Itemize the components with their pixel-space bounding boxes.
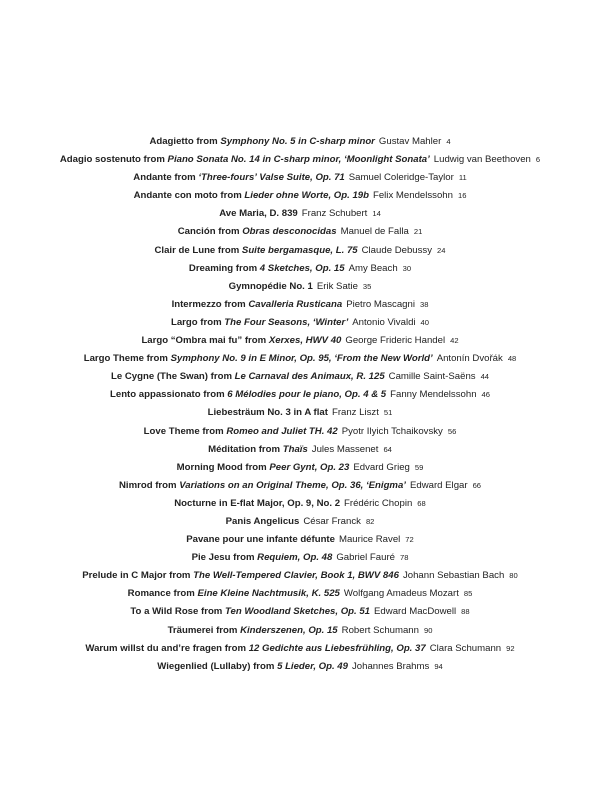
entry-title: Love Theme from [143, 425, 227, 437]
entry-composer: Johann Sebastian Bach [402, 570, 505, 582]
toc-entry [0, 640, 600, 658]
entry-title: Andante from [133, 172, 199, 184]
entry-page-number: 90 [423, 625, 433, 635]
entry-page-number: 56 [447, 426, 457, 436]
entry-composer: Antonio Vivaldi [352, 316, 416, 328]
entry-composer: Claude Debussy [361, 244, 433, 256]
entry-work-title: Ten Woodland Sketches, Op. 51 [225, 606, 371, 618]
entry-composer: George Frideric Handel [345, 335, 446, 347]
entry-page-number: 38 [419, 299, 429, 309]
entry-work-title: Piano Sonata No. 14 in C-sharp minor, ‘Moonlight Sonata’ [167, 154, 430, 166]
entry-composer: Samuel Coleridge-Taylor [348, 172, 454, 184]
toc-entry [0, 368, 600, 386]
entry-title: Morning Mood from [176, 461, 270, 473]
entry-composer: Maurice Ravel [338, 534, 401, 546]
entry-title: Largo from [170, 316, 225, 328]
entry-work-title: 5 Lieder, Op. 49 [277, 660, 348, 672]
entry-page-number: 24 [437, 245, 446, 255]
entry-work-title: Romeo and Juliet TH. 42 [226, 425, 338, 437]
entry-work-title: 6 Mélodies pour le piano, Op. 4 & 5 [227, 389, 387, 401]
toc-entry [0, 495, 600, 513]
entry-page-number: 59 [414, 462, 424, 472]
entry-composer: Jules Massenet [311, 443, 379, 455]
entry-composer: Felix Mendelssohn [372, 190, 453, 202]
entry-page-number: 44 [480, 372, 490, 382]
entry-title: Wiegenlied (Lullaby) from [157, 660, 278, 672]
entry-page-number: 30 [402, 263, 412, 273]
toc-entry [0, 169, 600, 187]
entry-work-title: Suite bergamasque, L. 75 [241, 244, 358, 256]
entry-title: Nimrod from [118, 479, 180, 491]
entry-work-title: Le Carnaval des Animaux, R. 125 [234, 371, 385, 383]
entry-page-number: 66 [472, 480, 482, 490]
entry-composer: Edward MacDowell [374, 606, 457, 618]
entry-work-title: Cavalleria Rusticana [248, 298, 343, 310]
entry-work-title: Xerxes, HWV 40 [268, 335, 342, 347]
entry-page-number: 85 [463, 589, 473, 599]
entry-page-number: 88 [461, 607, 470, 617]
entry-work-title: Kinderszenen, Op. 15 [240, 624, 338, 636]
entry-work-title: Variations on an Original Theme, Op. 36, ‘Enigma’ [179, 479, 406, 491]
entry-work-title: Lieder ohne Worte, Op. 19b [244, 190, 369, 202]
entry-page-number: 40 [420, 317, 429, 327]
entry-title: Clair de Lune from [154, 244, 242, 256]
toc-entry [0, 603, 600, 621]
entry-composer: Amy Beach [348, 262, 398, 274]
entry-page-number: 46 [481, 390, 490, 400]
toc-entry [0, 350, 600, 368]
toc-entry [0, 332, 600, 350]
entry-work-title: Thaïs [282, 443, 308, 455]
toc-entry [0, 477, 600, 495]
entry-page-number: 94 [434, 661, 443, 671]
entry-composer: Pietro Mascagni [346, 298, 415, 310]
toc-entry [0, 296, 600, 314]
entry-page-number: 68 [417, 498, 426, 508]
entry-title: Träumerei from [167, 624, 241, 636]
entry-composer: Wolfgang Amadeus Mozart [343, 588, 459, 600]
toc-entry [0, 404, 600, 422]
entry-page-number: 11 [458, 173, 467, 183]
entry-page-number: 82 [365, 516, 375, 526]
toc-entry [0, 549, 600, 567]
entry-composer: Ludwig van Beethoven [433, 154, 531, 166]
entry-work-title: Symphony No. 5 in C-sharp minor [220, 136, 375, 147]
toc-entry [0, 531, 600, 549]
entry-title: Pie Jesu from [191, 552, 258, 564]
entry-title: Adagietto from [149, 136, 221, 147]
entry-work-title: ‘Three-fours’ Valse Suite, Op. 71 [198, 172, 345, 184]
toc-entry [0, 205, 600, 223]
entry-title: Ave Maria, D. 839 [219, 208, 298, 220]
table-of-contents [0, 133, 600, 676]
entry-title: To a Wild Rose from [130, 606, 226, 618]
entry-composer: César Franck [303, 515, 361, 527]
entry-title: Prelude in C Major from [82, 570, 194, 582]
entry-page-number: 78 [399, 553, 409, 563]
toc-entry [0, 386, 600, 404]
entry-work-title: 4 Sketches, Op. 15 [259, 262, 345, 274]
entry-composer: Erik Satie [316, 280, 358, 292]
entry-work-title: The Well-Tempered Clavier, Book 1, BWV 846 [193, 570, 399, 582]
toc-entry [0, 242, 600, 260]
entry-page-number: 42 [450, 336, 459, 346]
toc-entry [0, 423, 600, 441]
entry-page-number: 4 [446, 137, 451, 146]
entry-composer: Franz Liszt [331, 407, 379, 419]
entry-composer: Fanny Mendelssohn [390, 389, 477, 401]
entry-title: Lento appassionato from [110, 389, 228, 401]
entry-work-title: The Four Seasons, ‘Winter’ [224, 316, 349, 328]
entry-title: Adagio sostenuto from [59, 154, 168, 166]
entry-title: Nocturne in E-flat Major, Op. 9, No. 2 [174, 497, 341, 509]
toc-entry [0, 513, 600, 531]
toc-entry [0, 622, 600, 640]
entry-title: Pavane pour une infante défunte [186, 534, 335, 546]
toc-entry [0, 133, 600, 151]
entry-page-number: 6 [535, 155, 541, 165]
entry-title: Largo Theme from [83, 353, 171, 365]
entry-title: Méditation from [208, 443, 283, 455]
entry-work-title: Peer Gynt, Op. 23 [269, 461, 350, 473]
entry-work-title: Obras desconocidas [242, 226, 337, 238]
entry-page-number: 64 [383, 444, 392, 454]
toc-entry [0, 459, 600, 477]
entry-work-title: Requiem, Op. 48 [257, 552, 333, 564]
toc-entry [0, 187, 600, 205]
entry-composer: Franz Schubert [301, 208, 368, 220]
entry-title: Romance from [127, 588, 198, 600]
toc-entry [0, 567, 600, 585]
entry-page-number: 51 [383, 408, 393, 418]
entry-page-number: 80 [509, 571, 518, 581]
entry-title: Panis Angelicus [225, 515, 300, 527]
entry-page-number: 92 [506, 643, 515, 653]
entry-title: Liebesträum No. 3 in A flat [207, 407, 328, 419]
toc-entry [0, 278, 600, 296]
entry-work-title: 12 Gedichte aus Liebesfrühling, Op. 37 [248, 642, 426, 654]
entry-composer: Camille Saint-Saëns [388, 371, 476, 383]
entry-title: Dreaming from [188, 262, 260, 274]
entry-title: Canción from [177, 226, 243, 238]
entry-page-number: 14 [372, 209, 381, 219]
toc-entry [0, 314, 600, 332]
entry-title: Andante con moto from [133, 190, 245, 202]
entry-title: Largo “Ombra mai fu” from [141, 335, 269, 347]
toc-entry [0, 260, 600, 278]
entry-title: Warum willst du and’re fragen from [85, 642, 249, 654]
entry-composer: Pyotr Ilyich Tchaikovsky [341, 425, 443, 437]
entry-page-number: 35 [362, 281, 372, 291]
toc-entry [0, 223, 600, 241]
toc-entry [0, 441, 600, 459]
entry-title: Intermezzo from [171, 298, 249, 310]
entry-composer: Edvard Grieg [353, 461, 410, 473]
toc-entry [0, 658, 600, 676]
toc-entry [0, 585, 600, 603]
entry-composer: Frédéric Chopin [344, 497, 413, 509]
entry-composer: Gustav Mahler [378, 136, 442, 147]
entry-page-number: 21 [413, 227, 423, 237]
entry-page-number: 72 [405, 535, 414, 545]
entry-composer: Johannes Brahms [351, 660, 430, 672]
entry-title: Gymnopédie No. 1 [228, 280, 313, 292]
entry-work-title: Symphony No. 9 in E Minor, Op. 95, ‘From the New World’ [170, 353, 433, 365]
toc-entry [0, 151, 600, 169]
entry-composer: Gabriel Fauré [336, 552, 395, 564]
entry-page-number: 16 [457, 191, 467, 201]
entry-composer: Manuel de Falla [340, 226, 409, 238]
entry-composer: Antonín Dvořák [436, 353, 503, 365]
entry-work-title: Eine Kleine Nachtmusik, K. 525 [197, 588, 340, 600]
entry-composer: Edward Elgar [409, 479, 468, 491]
entry-composer: Clara Schumann [429, 642, 502, 654]
entry-title: Le Cygne (The Swan) from [110, 371, 235, 383]
entry-composer: Robert Schumann [341, 624, 419, 636]
entry-page-number: 48 [507, 354, 517, 364]
